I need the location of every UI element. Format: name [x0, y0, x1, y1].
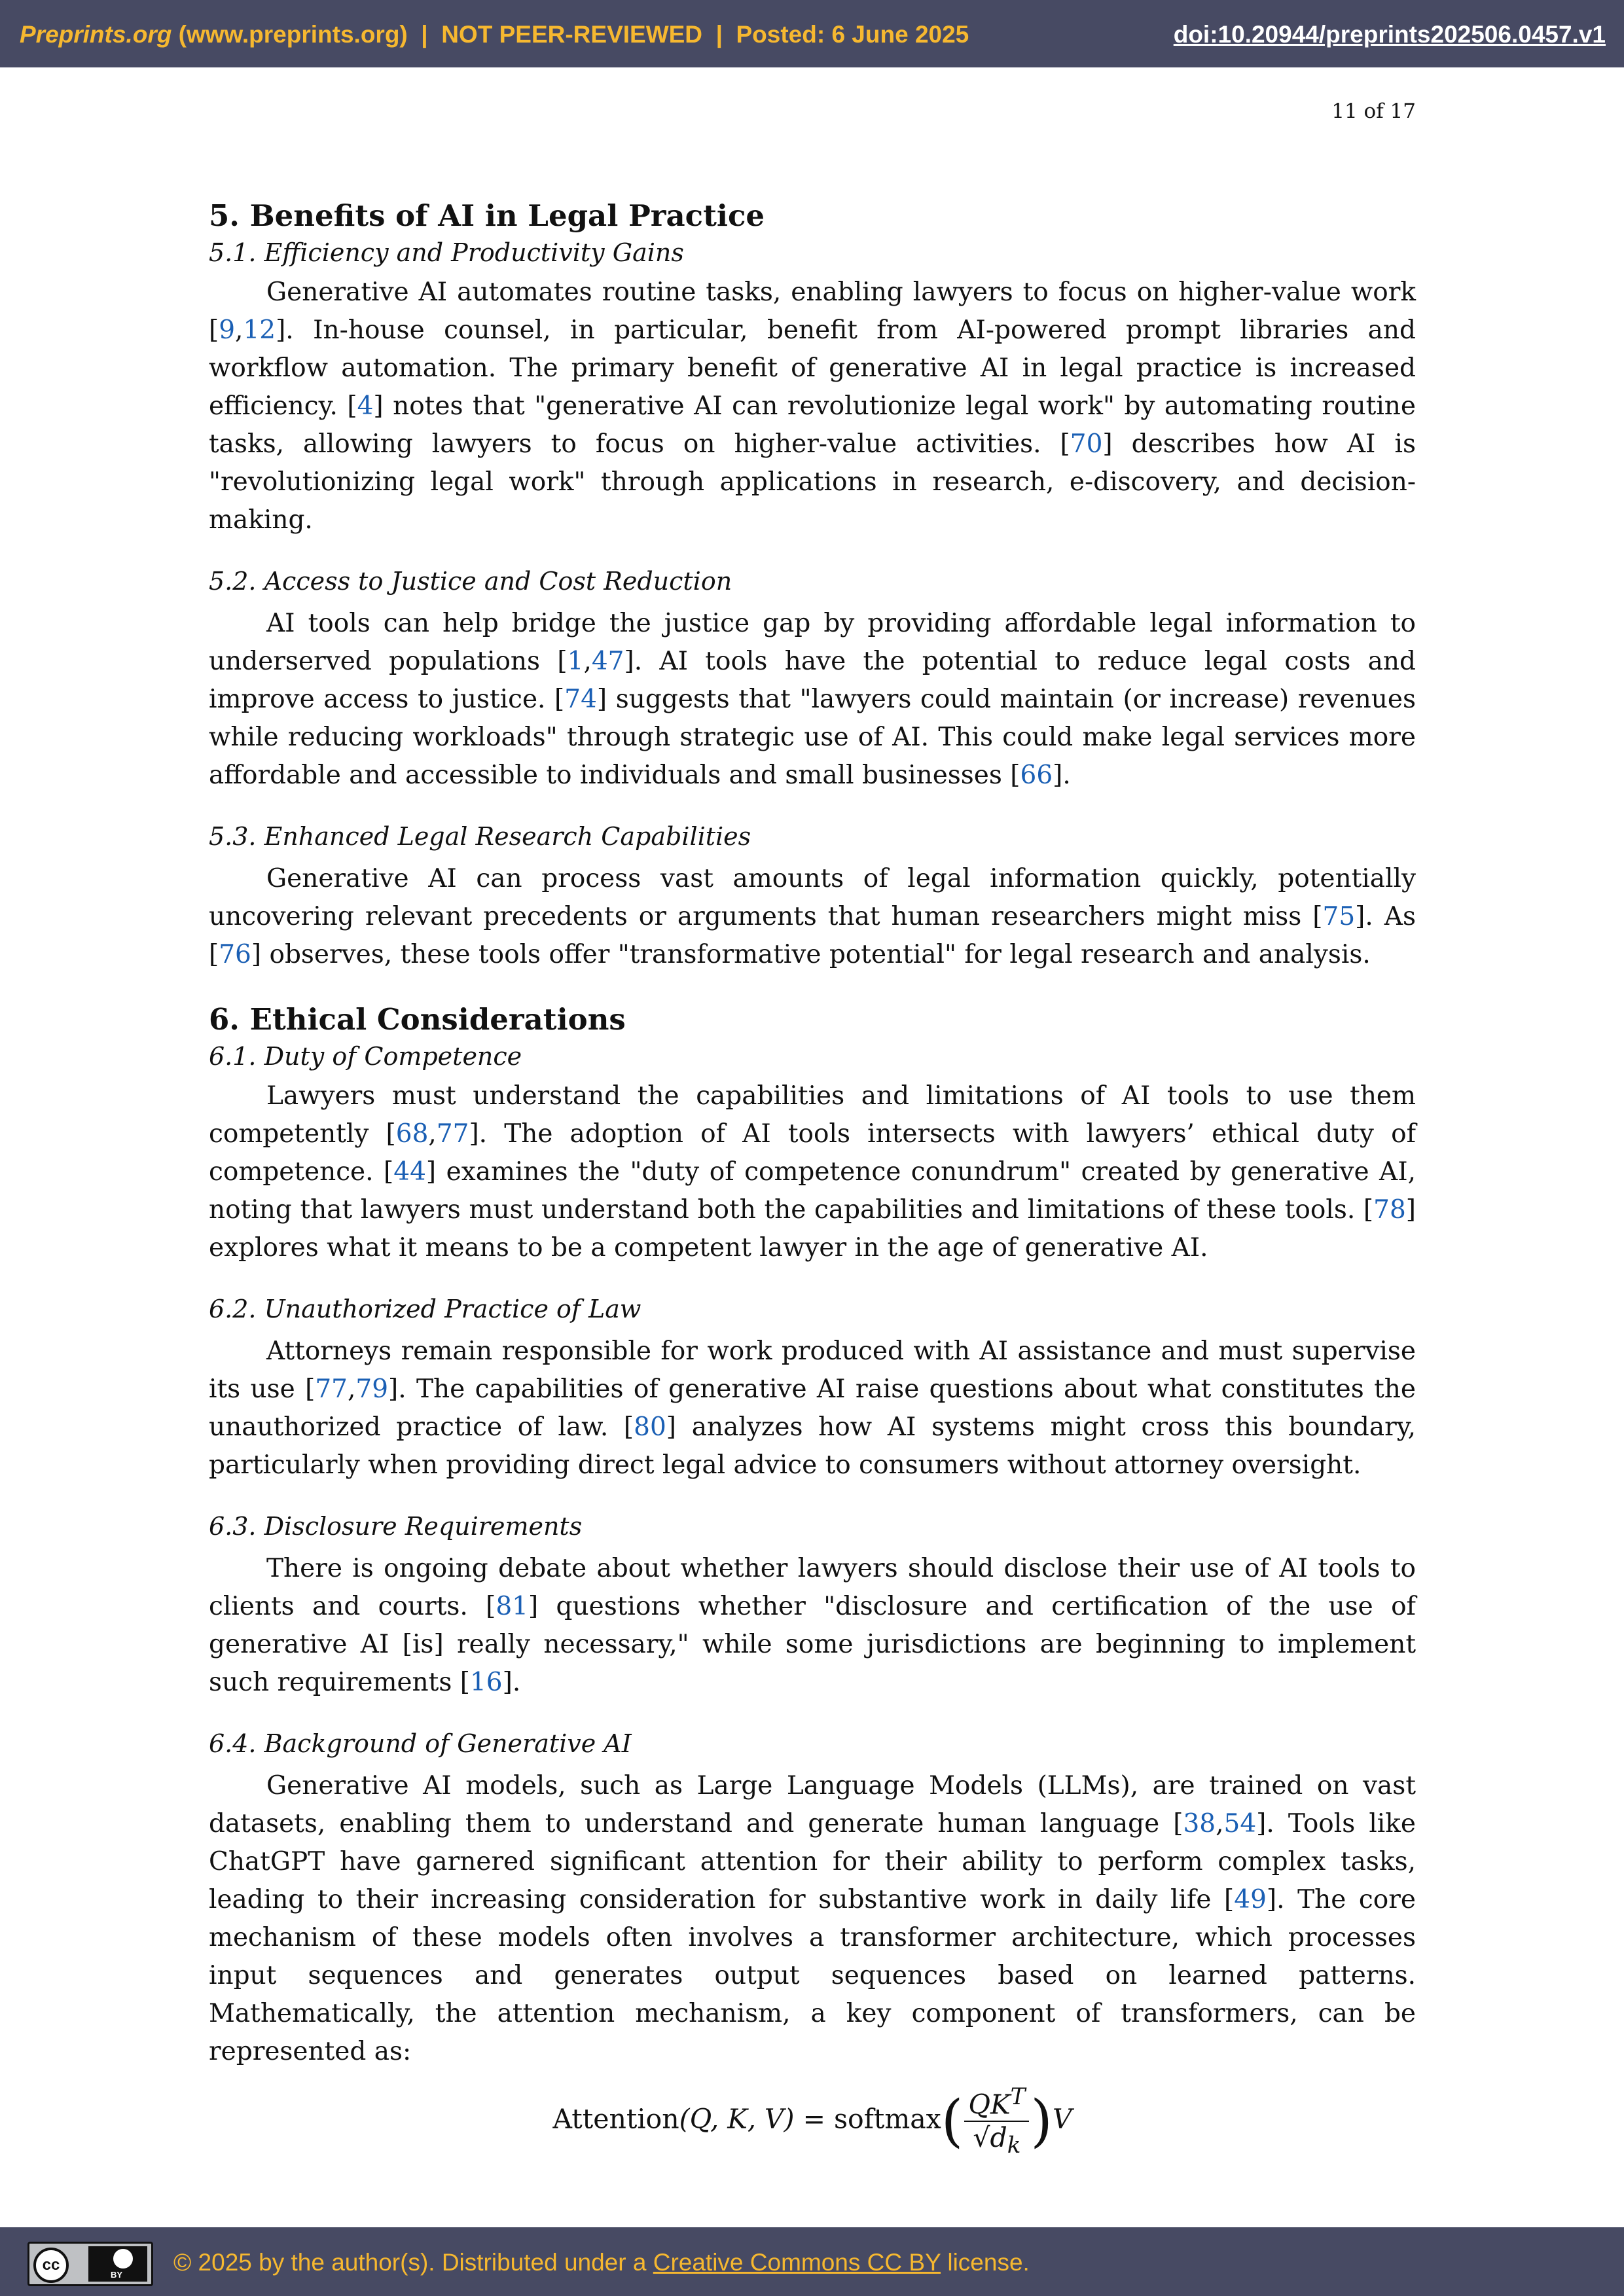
paragraph-5-2: AI tools can help bridge the justice gap by providing affordable legal information to underserved populations [1,47]. AI tools have the potential to reduce legal costs and improve access to justice. [74] suggests that "lawyers could maintain (or increase) revenues while reducing workloads" through strategic use of AI. This could make legal services more affordable and accessible to individuals and small businesses [66].: [209, 609, 1416, 790]
subsection-6-4-heading: 6.4. Background of Generative AI: [209, 1729, 632, 1758]
doi-link[interactable]: doi:10.20944/preprints202506.0457.v1: [1173, 21, 1606, 48]
citation-link[interactable]: 4: [357, 391, 374, 421]
citation-link[interactable]: 79: [355, 1374, 389, 1404]
citation-link[interactable]: 77: [315, 1374, 348, 1404]
citation-link[interactable]: 12: [243, 315, 276, 345]
article-body: [209, 196, 1416, 2161]
paragraph-6-2: Attorneys remain responsible for work produced with AI assistance and must supervise its use [77,79]. The capabilities of generative AI raise questions about what constitutes the unauthorized practice of law. [80] analyzes how AI systems might cross this boundary, particularly when providing direct legal advice to consumers without attorney oversight.: [209, 1336, 1416, 1480]
subsection-5-2-heading: 5.2. Access to Justice and Cost Reduction: [209, 567, 732, 596]
license-text: © 2025 by the author(s). Distributed under a Creative Commons CC BY license.: [173, 2249, 1030, 2276]
citation-link[interactable]: 66: [1020, 761, 1053, 790]
preprints-brand-link[interactable]: Preprints.org: [20, 21, 172, 48]
paragraph-5-1: Generative AI automates routine tasks, enabling lawyers to focus on higher-value work [9,12]. In-house counsel, in particular, benefit from AI-powered prompt libraries and workflow automation. The primary benefit of generative AI in legal practice is increased efficiency. [4] notes that "generative AI can revolutionize legal work" by automating routine tasks, allowing lawyers to focus on higher-value activities. [70] describes how AI is "revolutionizing legal work" through applications in research, e-discovery, and decision-making.: [209, 278, 1416, 535]
citation-link[interactable]: 1: [567, 647, 584, 676]
citation-link[interactable]: 9: [219, 315, 236, 345]
citation-link[interactable]: 47: [591, 647, 624, 676]
license-footer-bar: [0, 2227, 1624, 2296]
citation-link[interactable]: 68: [395, 1119, 429, 1149]
citation-link[interactable]: 70: [1070, 429, 1103, 459]
section-5-heading: 5. Benefits of AI in Legal Practice: [209, 198, 765, 233]
preprint-status: (www.preprints.org) | NOT PEER-REVIEWED | Posted: 6 June 2025: [171, 21, 969, 48]
citation-link[interactable]: 80: [634, 1412, 666, 1442]
citation-link[interactable]: 16: [469, 1668, 503, 1697]
person-icon: [113, 2249, 133, 2269]
citation-link[interactable]: 38: [1183, 1809, 1216, 1839]
paragraph-6-4: Generative AI models, such as Large Language Models (LLMs), are trained on vast datasets, enabling them to understand and generate human language [38,54]. Tools like ChatGPT have garnered significant attention for their ability to perform complex tasks, leading to their increasing consideration for substantive work in daily life [49]. The core mechanism of these models often involves a transformer architecture, which processes input sequences and generates output sequences based on learned patterns. Mathematically, the attention mechanism, a key component of transformers, can be represented as:: [209, 1771, 1416, 2066]
citation-link[interactable]: 74: [564, 685, 597, 714]
citation-link[interactable]: 76: [219, 940, 251, 969]
subsection-5-3-heading: 5.3. Enhanced Legal Research Capabilities: [209, 822, 751, 851]
attention-equation: Attention(Q, K, V) = softmax( $\frac{QK^T}{√d_k}$ )V: [209, 2081, 1416, 2161]
preprint-header-bar: [0, 0, 1624, 67]
page-number: 11 of 17: [1331, 99, 1416, 123]
citation-link[interactable]: 75: [1322, 902, 1356, 931]
citation-link[interactable]: 49: [1234, 1885, 1267, 1914]
subsection-5-1-heading: 5.1. Efficiency and Productivity Gains: [209, 238, 684, 267]
citation-link[interactable]: 78: [1373, 1195, 1406, 1225]
citation-link[interactable]: 77: [436, 1119, 469, 1149]
cc-by-link[interactable]: Creative Commons CC BY: [653, 2249, 941, 2276]
subsection-6-2-heading: 6.2. Unauthorized Practice of Law: [209, 1295, 641, 1323]
paragraph-6-3: There is ongoing debate about whether lawyers should disclose their use of AI tools to clients and courts. [81] questions whether "disclosure and certification of the use of generative AI [is] really necessary," while some jurisdictions are beginning to implement such requirements [16].: [209, 1554, 1416, 1697]
subsection-6-3-heading: 6.3. Disclosure Requirements: [209, 1512, 583, 1541]
paragraph-5-3: Generative AI can process vast amounts of legal information quickly, potentially uncovering relevant precedents or arguments that human researchers might miss [75]. As [76] observes, these tools offer "transformative potential" for legal research and analysis.: [209, 864, 1416, 969]
paragraph-6-1: Lawyers must understand the capabilities and limitations of AI tools to use them competently [68,77]. The adoption of AI tools intersects with lawyers’ ethical duty of competence. [44] examines the "duty of competence conundrum" created by generative AI, noting that lawyers must understand both the capabilities and limitations of these tools. [78] explores what it means to be a competent lawyer in the age of generative AI.: [209, 1081, 1416, 1263]
preprint-info: [20, 21, 969, 48]
cc-by-license-icon[interactable]: cc BY: [27, 2242, 153, 2286]
section-6-heading: 6. Ethical Considerations: [209, 1002, 626, 1037]
subsection-6-1-heading: 6.1. Duty of Competence: [209, 1042, 522, 1071]
citation-link[interactable]: 81: [496, 1592, 528, 1621]
citation-link[interactable]: 54: [1223, 1809, 1257, 1839]
citation-link[interactable]: 44: [393, 1157, 426, 1187]
